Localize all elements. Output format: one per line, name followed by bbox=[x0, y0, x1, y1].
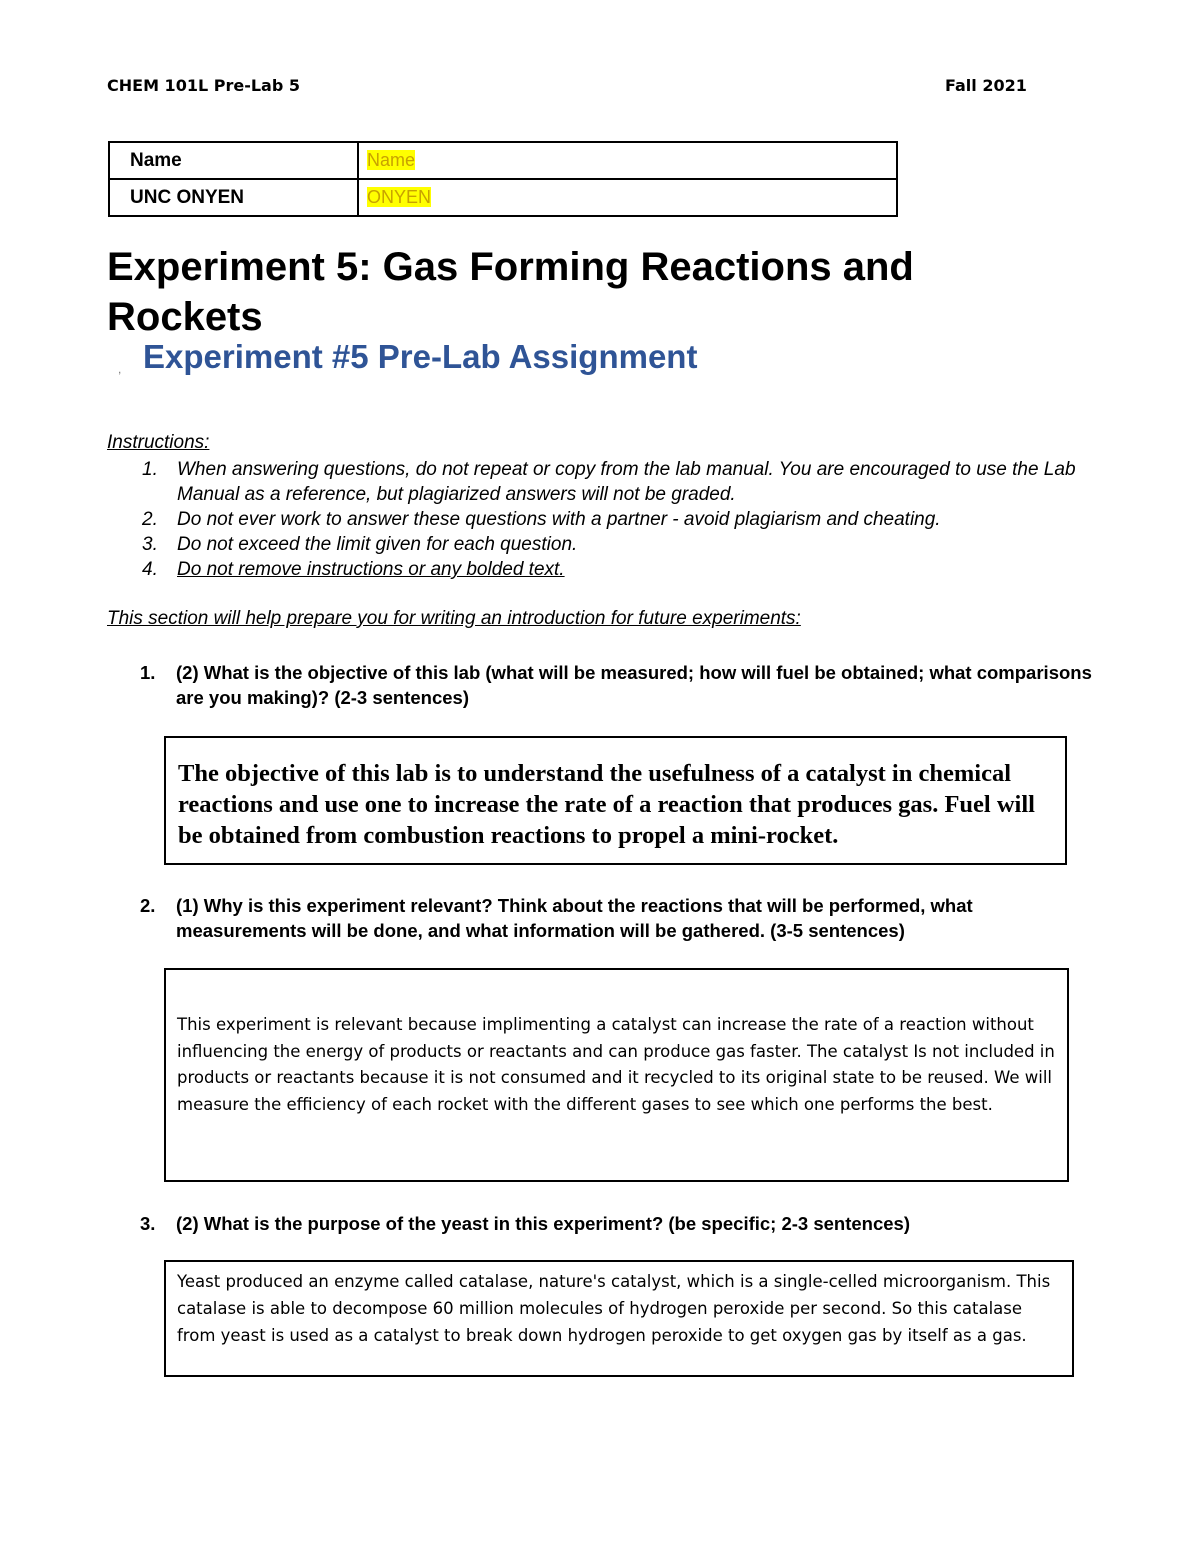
list-item bbox=[107, 457, 1097, 507]
question-number: 3. bbox=[140, 1213, 156, 1234]
list-text: Do not ever work to answer these questions with a partner - avoid plagiarism and cheating. bbox=[177, 509, 941, 530]
answer-box-1[interactable] bbox=[164, 736, 1067, 865]
list-number: 2. bbox=[142, 509, 158, 530]
list-text: Do not exceed the limit given for each question. bbox=[177, 534, 578, 555]
onyen-value: ONYEN bbox=[367, 186, 432, 207]
onyen-label: UNC ONYEN bbox=[109, 179, 358, 216]
bullet-mark: , bbox=[118, 362, 122, 376]
page-title: Experiment 5: Gas Forming Reactions and Rockets bbox=[107, 245, 914, 339]
table-row bbox=[109, 142, 897, 179]
header-term: Fall 2021 bbox=[945, 76, 1027, 95]
question-number: 1. bbox=[140, 662, 156, 683]
question-text: (1) Why is this experiment relevant? Think about the reactions that will be performed, what measurements will be done, and what information will be gathered. (3-5 sentences) bbox=[176, 895, 973, 941]
name-value: Name bbox=[367, 149, 416, 170]
list-number: 1. bbox=[142, 459, 158, 480]
name-label: Name bbox=[109, 142, 358, 179]
instructions-heading: Instructions: bbox=[107, 432, 210, 453]
header-course: CHEM 101L Pre-Lab 5 bbox=[107, 76, 300, 95]
answer-text: This experiment is relevant because implimenting a catalyst can increase the rate of a reaction without influencing the energy of products or reactants and can produce gas faster. The catalyst Is not included in products or reactants because it is not consumed and it recycled to its original state to be reused. We will measure the efficiency of each rocket with the different gases to see which one performs the best. bbox=[177, 1015, 1055, 1114]
table-row bbox=[109, 179, 897, 216]
list-item bbox=[107, 557, 1097, 582]
list-text: Do not remove instructions or any bolded text. bbox=[177, 559, 565, 580]
question-text: (2) What is the purpose of the yeast in this experiment? (be specific; 2-3 sentences) bbox=[176, 1213, 911, 1234]
section-note: This section will help prepare you for writing an introduction for future experiments: bbox=[107, 608, 801, 629]
question-3 bbox=[140, 1211, 1100, 1236]
answer-box-2[interactable] bbox=[164, 968, 1069, 1182]
onyen-field[interactable] bbox=[358, 179, 897, 216]
answer-box-3[interactable] bbox=[164, 1260, 1074, 1377]
answer-text: The objective of this lab is to understand the usefulness of a catalyst in chemical reactions and use one to increase the rate of a reaction that produces gas. Fuel will be obtained from combustion reactions to propel a mini-rocket. bbox=[178, 760, 1035, 849]
answer-text: Yeast produced an enzyme called catalase, nature's catalyst, which is a single-celled microorganism. This catalase is able to decompose 60 million molecules of hydrogen peroxide per second. So this catalase from yeast is used as a catalyst to break down hydrogen peroxide to get oxygen gas by itself as a gas. bbox=[177, 1272, 1051, 1345]
question-number: 2. bbox=[140, 895, 156, 916]
question-2 bbox=[140, 893, 1100, 943]
instructions-list bbox=[107, 457, 1097, 582]
student-id-table bbox=[108, 141, 898, 217]
list-text: When answering questions, do not repeat or copy from the lab manual. You are encouraged to use the Lab Manual as a reference, but plagiarized answers will not be graded. bbox=[177, 459, 1076, 505]
page-subtitle: Experiment #5 Pre-Lab Assignment bbox=[143, 338, 698, 375]
list-item bbox=[107, 507, 1097, 532]
list-item bbox=[107, 532, 1097, 557]
list-number: 3. bbox=[142, 534, 158, 555]
question-text: (2) What is the objective of this lab (what will be measured; how will fuel be obtained; what comparisons are you making)? (2-3 sentences) bbox=[176, 662, 1092, 708]
list-number: 4. bbox=[142, 559, 158, 580]
question-1 bbox=[140, 660, 1100, 710]
name-field[interactable] bbox=[358, 142, 897, 179]
